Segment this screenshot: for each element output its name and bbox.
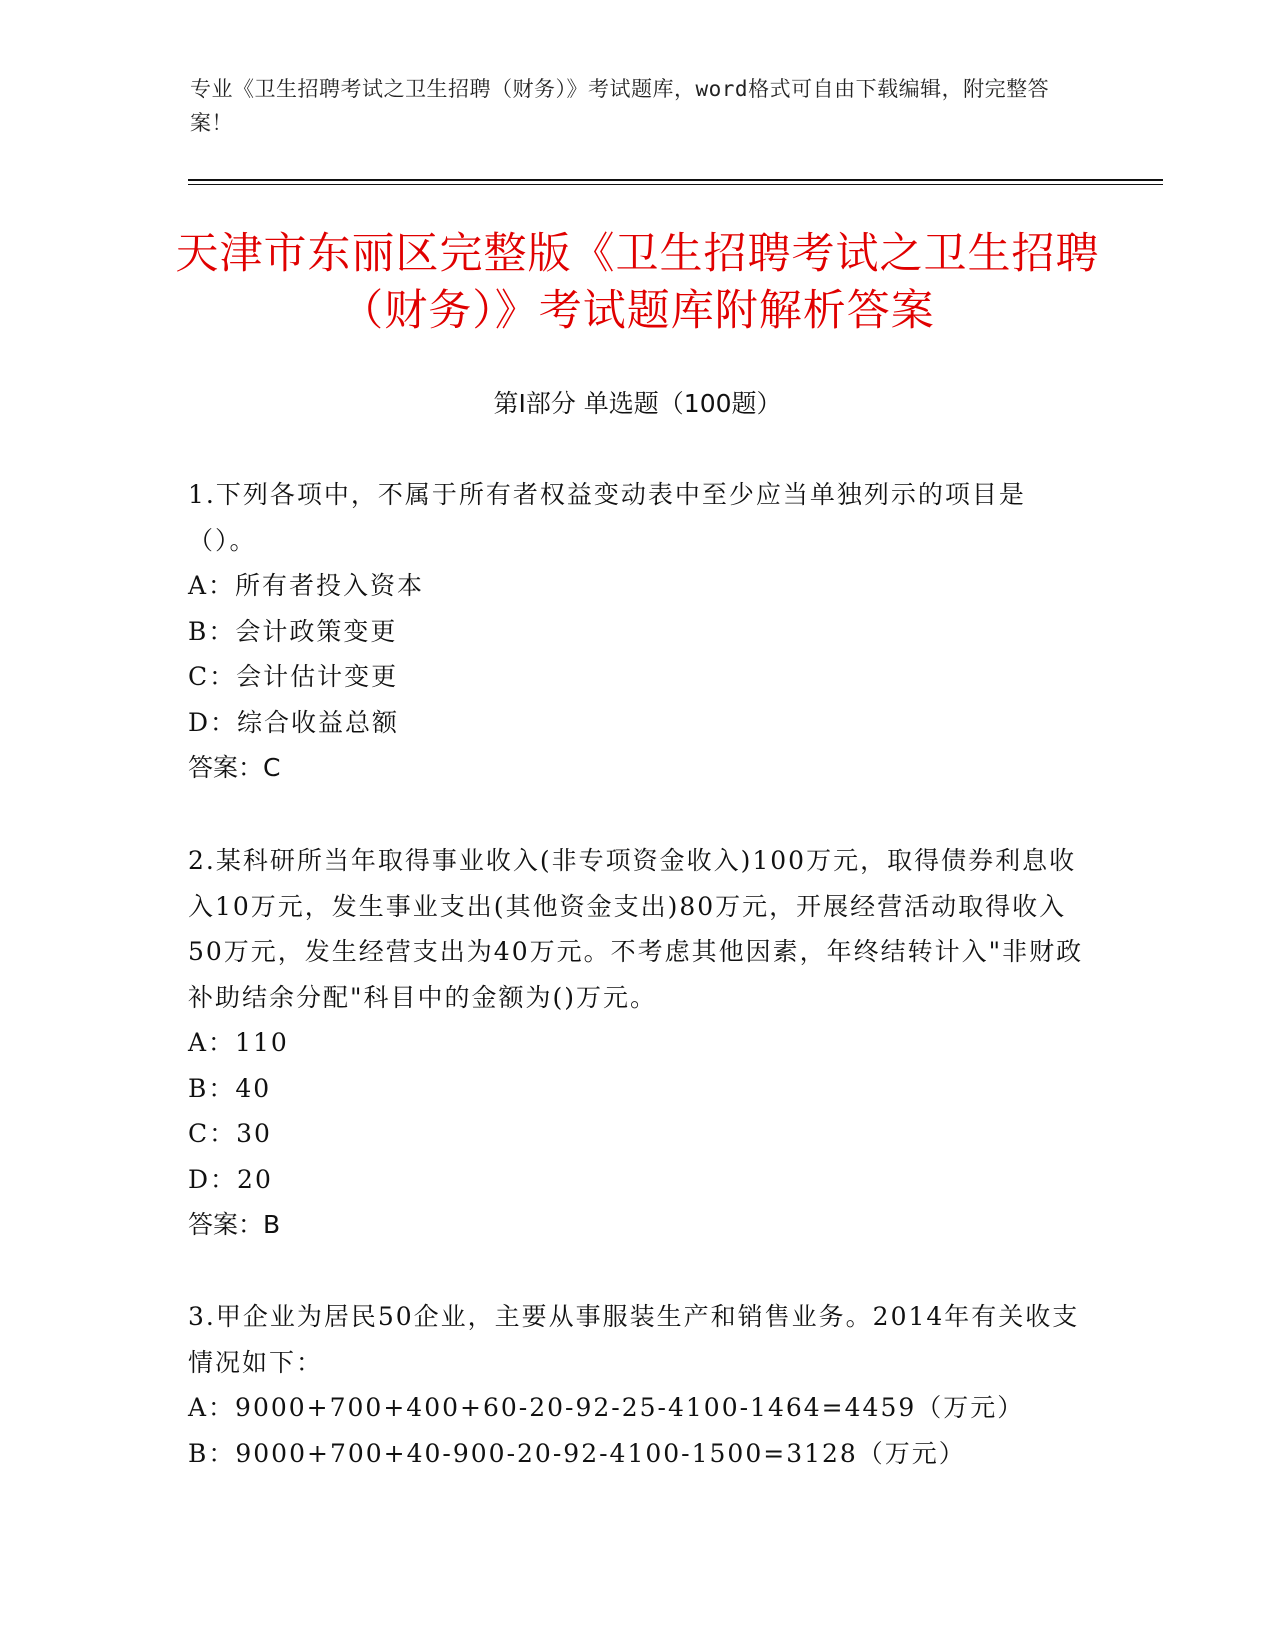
question-2	[188, 838, 1088, 1248]
section-heading: 第Ⅰ部分 单选题（100题）	[493, 389, 782, 418]
option-b: B：40	[188, 1073, 272, 1103]
option-d: D：20	[188, 1164, 273, 1194]
question-stem: 1.下列各项中，不属于所有者权益变动表中至少应当单独列示的项目是（）。	[188, 480, 1026, 555]
option-a: A：110	[188, 1028, 289, 1057]
header-note: 专业《卫生招聘考试之卫生招聘（财务）》考试题库，word格式可自由下载编辑，附完整答案！	[190, 77, 1050, 135]
answer: 答案：C	[188, 753, 281, 782]
option-a: A：9000+700+400+60-20-92-25-4100-1464=4459（万元）	[188, 1393, 1025, 1422]
option-c: C：会计估计变更	[188, 662, 399, 691]
option-d: D：综合收益总额	[188, 707, 400, 737]
question-1	[188, 472, 1088, 791]
question-3	[188, 1294, 1088, 1476]
option-c: C：30	[188, 1119, 272, 1148]
header-divider	[188, 179, 1163, 181]
document-title: 天津市东丽区完整版《卫生招聘考试之卫生招聘（财务）》考试题库附解析答案	[175, 229, 1100, 336]
header-divider-thin	[188, 184, 1163, 185]
option-a: A：所有者投入资本	[188, 571, 425, 600]
option-b: B：会计政策变更	[188, 616, 398, 646]
question-stem: 3.甲企业为居民50企业，主要从事服装生产和销售业务。2014年有关收支情况如下：	[188, 1302, 1080, 1377]
question-stem: 2.某科研所当年取得事业收入(非专项资金收入)100万元，取得债券利息收入10万元，发生事业支出(其他资金支出)80万元，开展经营活动取得收入50万元，发生经营支出为40万元。不考虑其他因素，年终结转计入"非财政补助结余分配"科目中的金额为()万元。	[188, 846, 1084, 1012]
option-b: B：9000+700+40-900-20-92-4100-1500=3128（万元）	[188, 1438, 966, 1468]
answer: 答案：B	[188, 1210, 281, 1239]
